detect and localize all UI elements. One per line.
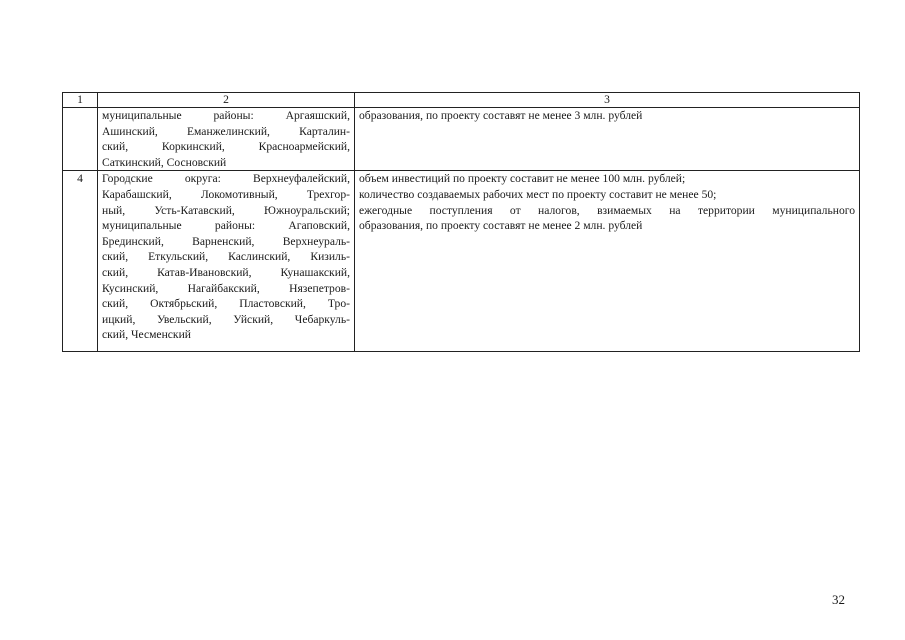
criteria-table <box>62 92 860 352</box>
table-row <box>63 108 860 171</box>
cell-line: Карабашский, Локомотивный, Трехгор- <box>102 187 350 201</box>
cell-line: объем инвестиций по проекту составит не менее 100 млн. рублей; <box>359 172 686 186</box>
conditions-cell <box>355 108 860 171</box>
cell-line: ицкий, Увельский, Уйский, Чебаркуль- <box>102 312 350 326</box>
table-header-row <box>63 93 860 108</box>
cell-line: образования, по проекту составят не менее 2 млн. рублей <box>359 219 643 233</box>
conditions-cell <box>355 171 860 352</box>
row-number <box>63 108 98 171</box>
cell-line: ский, Катав-Ивановский, Кунашакский, <box>102 265 350 279</box>
municipalities-cell <box>98 171 355 352</box>
cell-line: ский, Коркинский, Красноармейский, <box>102 140 350 154</box>
cell-line: Кусинский, Нагайбакский, Нязепетров- <box>102 281 350 295</box>
cell-line: количество создаваемых рабочих мест по проекту составит не менее 50; <box>359 187 717 201</box>
header-col-1: 1 <box>63 93 98 108</box>
municipalities-cell <box>98 108 355 171</box>
cell-line: муниципальные районы: Агаповский, <box>102 219 350 233</box>
cell-line: образования, по проекту составят не менее 3 млн. рублей <box>359 109 643 122</box>
cell-line: ский, Октябрьский, Пластовский, Тро- <box>102 297 350 311</box>
table-row <box>63 171 860 352</box>
header-col-3: 3 <box>355 93 860 108</box>
cell-line: ный, Усть-Катавский, Южноуральский; <box>102 203 350 217</box>
page-number: 32 <box>832 592 845 607</box>
cell-line: Саткинский, Сосновский <box>102 155 227 169</box>
cell-line: ский, Еткульский, Каслинский, Кизиль- <box>102 250 350 264</box>
cell-line: муниципальные районы: Аргаяшский, <box>102 109 350 122</box>
cell-line: Городские округа: Верхнеуфалейский, <box>102 172 350 186</box>
cell-line: ский, Чесменский <box>102 328 191 342</box>
row-number: 4 <box>63 171 98 352</box>
cell-line: ежегодные поступления от налогов, взимаемых на территории муниципального <box>359 203 855 217</box>
cell-line: Ашинский, Еманжелинский, Карталин- <box>102 124 350 138</box>
cell-line: Брединский, Варненский, Верхнеураль- <box>102 234 350 248</box>
header-col-2: 2 <box>98 93 355 108</box>
